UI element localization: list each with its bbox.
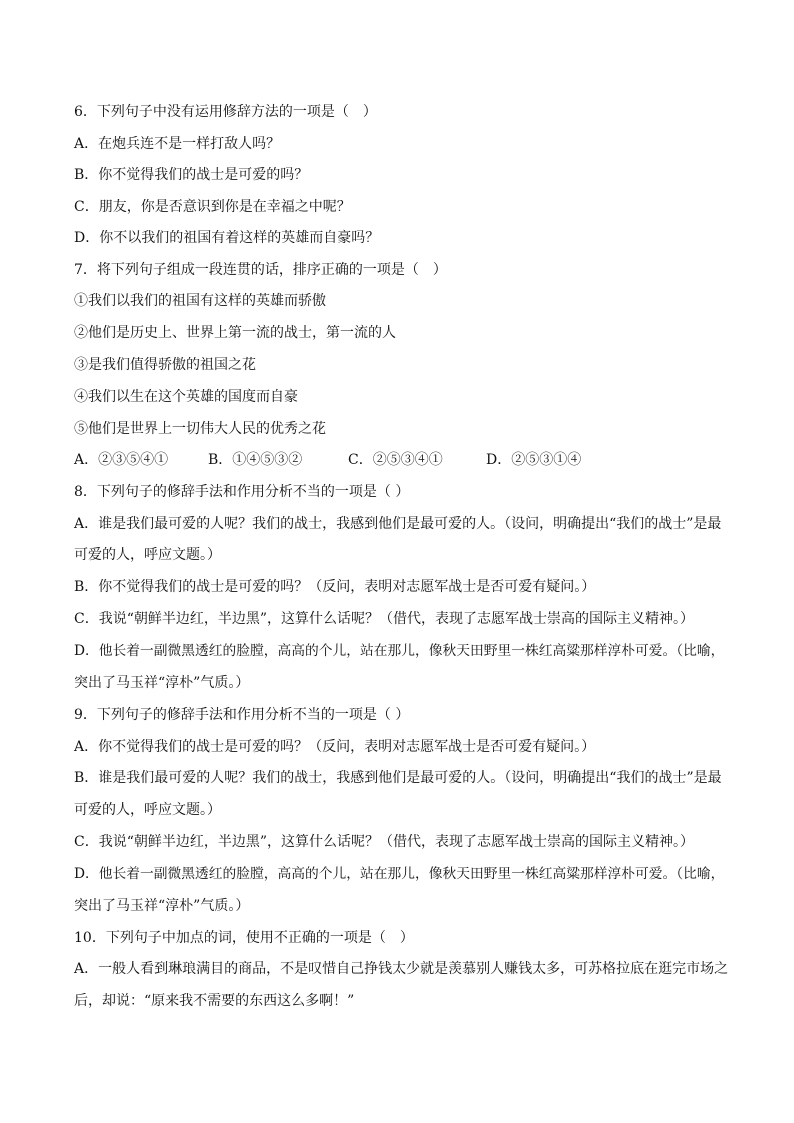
question-7-option-b: B．①④⑤③② — [208, 452, 303, 468]
question-9-line: A．你不觉得我们的战士是可爱的吗？（反问，表明对志愿军战士是否可爱有疑问。） — [74, 739, 596, 755]
question-9-line: 可爱的人，呼应文题。） — [74, 802, 221, 818]
question-9-line: 突出了马玉祥“淳朴”气质。） — [74, 898, 250, 914]
question-7-sentence-1: ①我们以我们的祖国有这样的英雄而骄傲 — [74, 293, 326, 309]
question-6-option-c: C．朋友，你是否意识到你是在幸福之中呢？ — [74, 199, 351, 215]
question-8-line: 突出了马玉祥“淳朴”气质。） — [74, 675, 250, 691]
question-7-stem: 7．将下列句子组成一段连贯的话，排序正确的一项是（ ） — [74, 262, 447, 278]
question-8-line: B．你不觉得我们的战士是可爱的吗？（反问，表明对志愿军战士是否可爱有疑问。） — [74, 579, 596, 595]
question-7-option-d: D．②⑤③①④ — [486, 452, 582, 468]
question-7-options — [74, 451, 734, 469]
question-9-line: B．谁是我们最可爱的人呢？我们的战士，我感到他们是最可爱的人。（设问，明确提出“我们的战士”是最 — [74, 770, 722, 786]
question-8-line: D．他长着一副微黑透红的脸膛，高高的个儿，站在那儿，像秋天田野里一株红高粱那样淳朴可爱。（比喻， — [74, 643, 725, 659]
question-8-stem: 8．下列句子的修辞手法和作用分析不当的一项是（ ） — [74, 484, 410, 500]
question-8-line: A．谁是我们最可爱的人呢？我们的战士，我感到他们是最可爱的人。（设问，明确提出“我们的战士”是最 — [74, 516, 722, 532]
question-9-line: D．他长着一副微黑透红的脸膛，高高的个儿，站在那儿，像秋天田野里一株红高粱那样淳朴可爱。（比喻， — [74, 866, 725, 882]
question-9-stem: 9．下列句子的修辞手法和作用分析不当的一项是（ ） — [74, 707, 410, 723]
question-6-option-b: B．你不觉得我们的战士是可爱的吗？ — [74, 167, 309, 183]
question-7-option-a: A．②③⑤④① — [74, 452, 169, 468]
question-8-line: 可爱的人，呼应文题。） — [74, 547, 221, 563]
question-9-line: C．我说“朝鲜半边红，半边黑”，这算什么话呢？（借代，表现了志愿军战士崇高的国际主义精神。） — [74, 834, 695, 850]
question-10-line: A．一般人看到琳琅满目的商品，不是叹惜自己挣钱太少就是羡慕别人赚钱太多，可苏格拉底在逛完市场之 — [74, 961, 729, 977]
question-7-option-c: C．②⑤③④① — [348, 452, 443, 468]
question-7-sentence-4: ④我们以生在这个英雄的国度而自豪 — [74, 389, 298, 405]
question-7-sentence-2: ②他们是历史上、世界上第一流的战士，第一流的人 — [74, 325, 396, 341]
question-8-line: C．我说“朝鲜半边红，半边黑”，这算什么话呢？（借代，表现了志愿军战士崇高的国际主义精神。） — [74, 611, 695, 627]
question-10-line: 后，却说：“原来我不需要的东西这么多啊！” — [74, 993, 355, 1009]
question-6-option-d: D．你不以我们的祖国有着这样的英雄而自豪吗？ — [74, 230, 380, 246]
question-7-sentence-5: ⑤他们是世界上一切伟大人民的优秀之花 — [74, 421, 326, 437]
question-7-sentence-3: ③是我们值得骄傲的祖国之花 — [74, 357, 256, 373]
question-10-stem: 10．下列句子中加点的词，使用不正确的一项是（ ） — [74, 930, 414, 946]
question-6-option-a: A．在炮兵连不是一样打敌人吗？ — [74, 136, 281, 152]
question-6-stem: 6．下列句子中没有运用修辞方法的一项是（ ） — [74, 104, 377, 120]
